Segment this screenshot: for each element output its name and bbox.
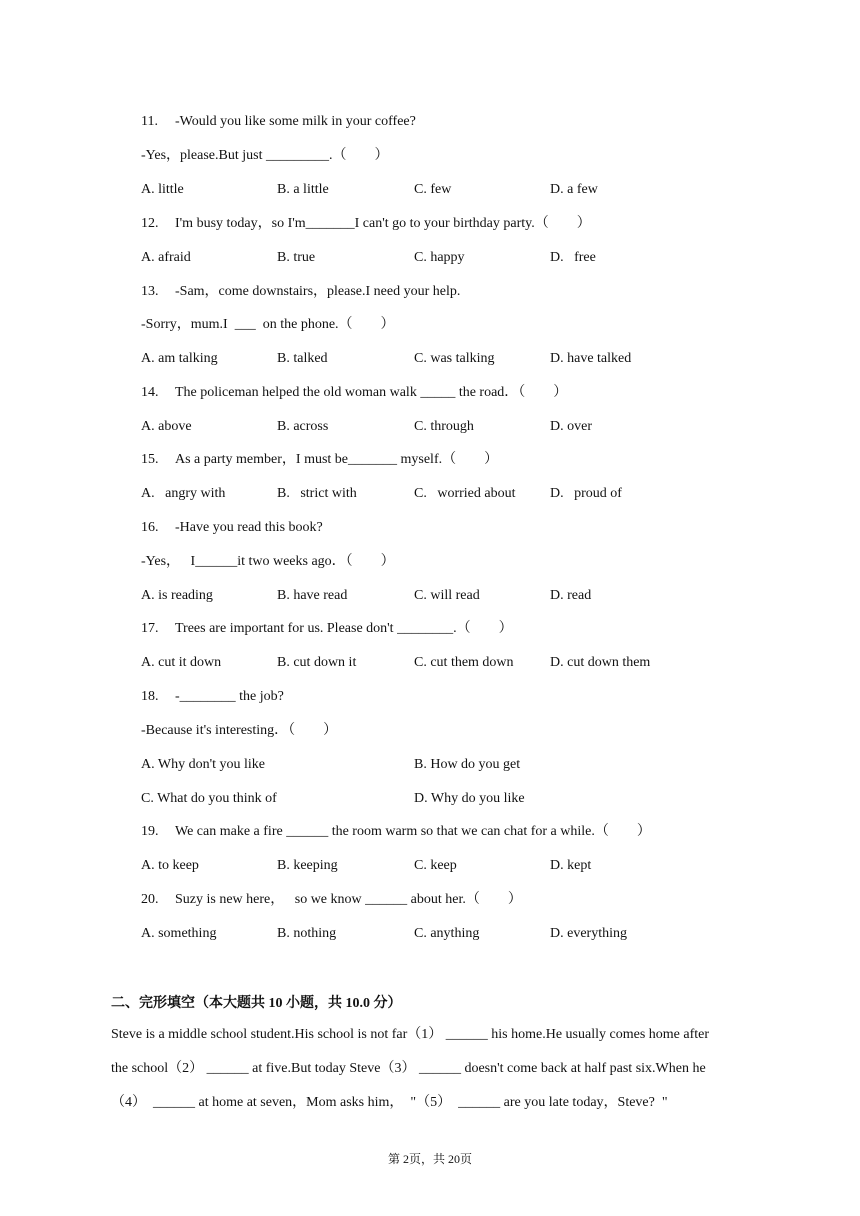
question-19-stem: 19. We can make a fire ______ the room warm so that we can chat for a while.（ ） [141, 824, 651, 839]
question-16-stem-2: -Yes， I______it two weeks ago．（ ） [141, 554, 395, 569]
question-15-option-d: D. proud of [550, 486, 622, 501]
question-12-option-b: B. true [277, 250, 316, 265]
question-13-stem-2: -Sorry，mum.I ___ on the phone.（ ） [141, 317, 395, 332]
question-14-option-c: C. through [414, 419, 474, 434]
question-20-option-a: A. something [141, 926, 217, 941]
cloze-passage-line-2: the school（2） ______ at five.But today Steve（3） ______ doesn't come back at half past six.When he [111, 1061, 706, 1076]
question-17-stem: 17. Trees are important for us. Please don't ________.（ ） [141, 621, 513, 636]
question-13-option-c: C. was talking [414, 351, 495, 366]
question-11-stem: 11. -Would you like some milk in your coffee? [141, 114, 416, 129]
question-13-option-a: A. am talking [141, 351, 218, 366]
question-14-option-b: B. across [277, 419, 329, 434]
question-19-option-d: D. kept [550, 858, 592, 873]
question-17-option-b: B. cut down it [277, 655, 357, 670]
question-17-option-a: A. cut it down [141, 655, 222, 670]
question-17-option-c: C. cut them down [414, 655, 514, 670]
question-20-option-d: D. everything [550, 926, 627, 941]
question-18-option-d: D. Why do you like [414, 791, 525, 806]
question-11-stem-2: -Yes，please.But just _________.（ ） [141, 148, 389, 163]
section-title-cloze: 二、完形填空（本大题共 10 小题，共 10.0 分） [111, 996, 402, 1011]
question-15-option-c: C. worried about [414, 486, 516, 501]
question-11-option-c: C. few [414, 182, 452, 197]
question-18-option-a: A. Why don't you like [141, 757, 265, 772]
cloze-passage-line-3: （4） ______ at home at seven，Mom asks him， "（5） ______ are you late today，Steve? " [111, 1095, 668, 1110]
question-11-option-d: D. a few [550, 182, 598, 197]
question-15-option-a: A. angry with [141, 486, 226, 501]
question-13-stem: 13. -Sam，come downstairs，please.I need your help. [141, 284, 461, 299]
question-12-option-a: A. afraid [141, 250, 191, 265]
cloze-passage-line-1: Steve is a middle school student.His school is not far（1） ______ his home.He usually comes home after [111, 1027, 710, 1042]
question-19-option-b: B. keeping [277, 858, 338, 873]
question-18-option-c: C. What do you think of [141, 791, 277, 806]
question-20-option-c: C. anything [414, 926, 480, 941]
question-14-option-a: A. above [141, 419, 192, 434]
question-13-option-b: B. talked [277, 351, 328, 366]
question-16-option-c: C. will read [414, 588, 480, 603]
question-20-stem: 20. Suzy is new here， so we know ______ about her.（ ） [141, 892, 522, 907]
question-16-option-b: B. have read [277, 588, 348, 603]
question-12-option-d: D. free [550, 250, 596, 265]
question-12-option-c: C. happy [414, 250, 465, 265]
question-18-option-b: B. How do you get [414, 757, 521, 772]
question-12-stem: 12. I'm busy today，so I'm_______I can't go to your birthday party.（ ） [141, 216, 591, 231]
question-20-option-b: B. nothing [277, 926, 337, 941]
question-18-stem: 18. -________ the job? [141, 689, 284, 704]
question-19-option-c: C. keep [414, 858, 457, 873]
question-18-stem-2: -Because it's interesting．（ ） [141, 723, 338, 738]
question-14-option-d: D. over [550, 419, 592, 434]
question-15-option-b: B. strict with [277, 486, 357, 501]
question-13-option-d: D. have talked [550, 351, 632, 366]
question-16-option-a: A. is reading [141, 588, 213, 603]
question-11-option-b: B. a little [277, 182, 329, 197]
question-16-stem: 16. -Have you read this book? [141, 520, 323, 535]
page-footer: 第 2页，共 20页 [387, 1152, 472, 1166]
question-17-option-d: D. cut down them [550, 655, 651, 670]
question-15-stem: 15. As a party member，I must be_______ myself.（ ） [141, 452, 499, 467]
question-11-option-a: A. little [141, 182, 184, 197]
question-19-option-a: A. to keep [141, 858, 199, 873]
question-16-option-d: D. read [550, 588, 592, 603]
question-14-stem: 14. The policeman helped the old woman walk _____ the road．（ ） [141, 385, 568, 400]
